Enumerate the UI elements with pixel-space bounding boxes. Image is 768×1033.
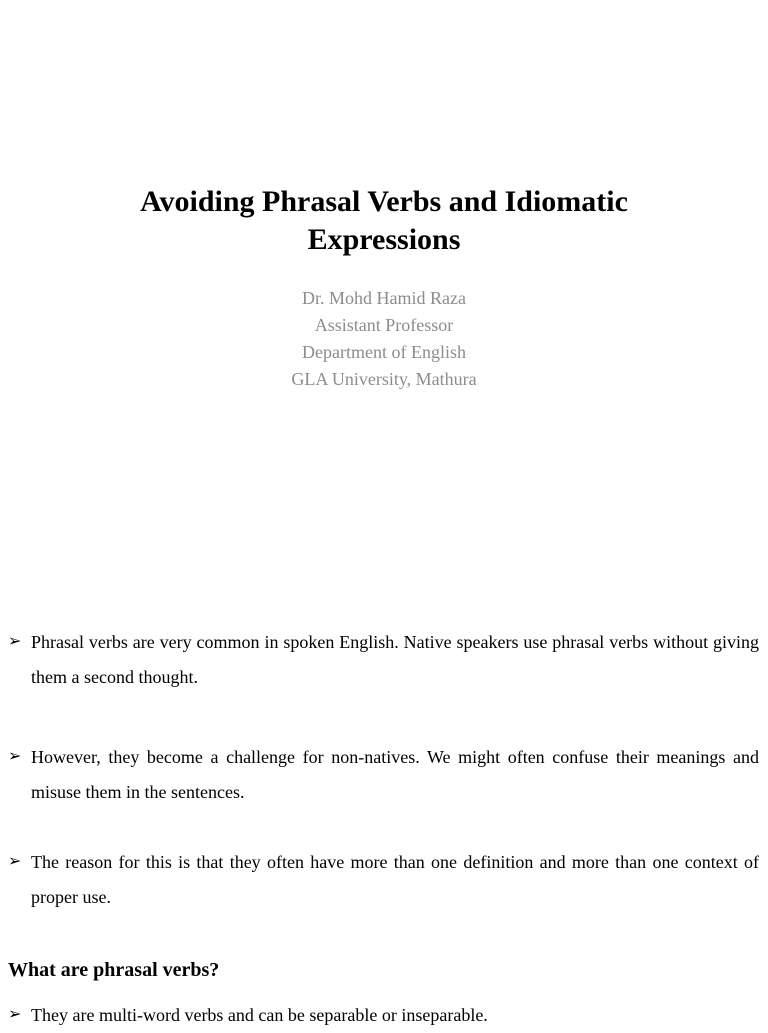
arrow-bullet-icon: ➢ (8, 748, 22, 765)
arrow-bullet-icon: ➢ (8, 1006, 22, 1023)
author-institution: GLA University, Mathura (291, 369, 477, 389)
list-item (8, 998, 759, 1033)
arrow-bullet-icon: ➢ (8, 853, 22, 870)
list-item (8, 845, 759, 915)
section-heading: What are phrasal verbs? (8, 959, 220, 981)
bullet-text: Phrasal verbs are very common in spoken English. Native speakers use phrasal verbs without giving them a second thought. (31, 632, 759, 687)
list-item (8, 625, 759, 695)
bullet-text: They are multi-word verbs and can be separable or inseparable. (31, 1005, 488, 1025)
author-department: Department of English (302, 342, 466, 362)
bullet-text: The reason for this is that they often have more than one definition and more than one context of proper use. (31, 852, 759, 907)
list-item (8, 740, 759, 810)
page-title: Avoiding Phrasal Verbs and Idiomatic Expressions (140, 185, 628, 256)
author-name: Dr. Mohd Hamid Raza (302, 288, 466, 308)
arrow-bullet-icon: ➢ (8, 633, 22, 650)
author-info (184, 285, 584, 393)
author-position: Assistant Professor (314, 315, 454, 335)
bullet-text: However, they become a challenge for non-natives. We might often confuse their meanings and misuse them in the sentences. (31, 747, 759, 802)
